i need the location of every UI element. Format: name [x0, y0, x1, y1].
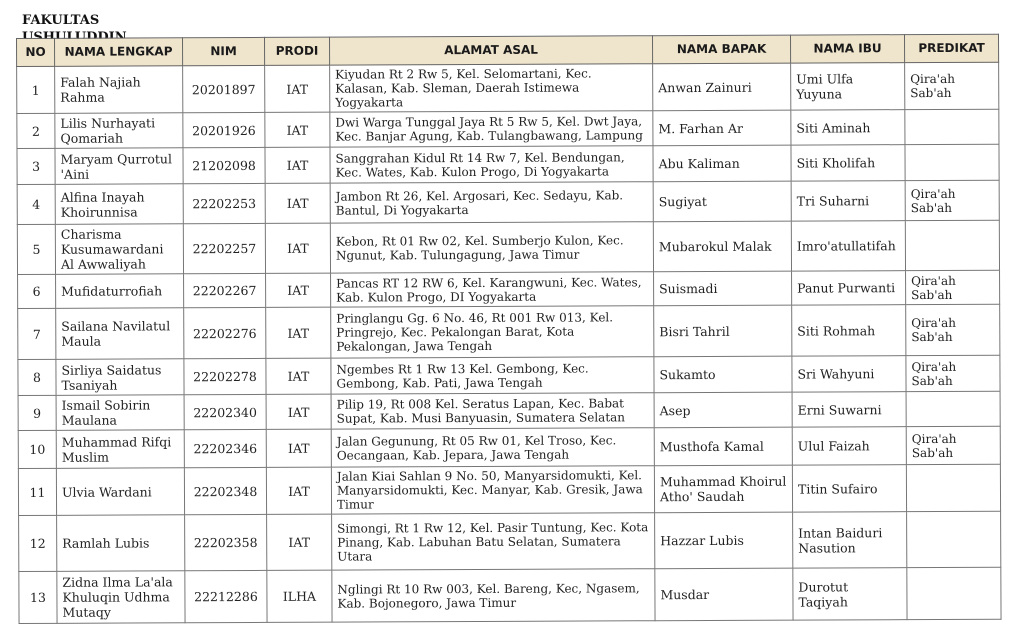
cell-predikat — [906, 391, 1000, 426]
table-row — [18, 464, 1000, 515]
column-header-predikat: PREDIKAT — [904, 34, 998, 62]
cell-nama-bapak: Bisri Tahril — [654, 305, 792, 357]
cell-nama-bapak: Anwan Zainuri — [653, 63, 791, 111]
cell-nama-lengkap: Falah Najiah Rahma — [55, 66, 183, 114]
cell-nama-bapak: M. Farhan Ar — [653, 110, 791, 146]
table-row — [19, 567, 1001, 623]
cell-nim: 20201897 — [183, 65, 265, 112]
cell-alamat-asal: Jalan Gegunung, Rt 05 Rw 01, Kel Troso, Kec. Oecangaan, Kab. Jepara, Jawa Tengah — [331, 428, 654, 467]
cell-nama-lengkap: Ismail Sobirin Maulana — [56, 395, 184, 431]
cell-alamat-asal: Ngembes Rt 1 Rw 13 Kel. Gembong, Kec. Gembong, Kab. Pati, Jawa Tengah — [331, 357, 654, 394]
cell-no: 8 — [18, 359, 56, 395]
cell-prodi: IAT — [267, 514, 332, 570]
cell-prodi: IAT — [265, 147, 330, 183]
cell-nama-bapak: Abu Kaliman — [653, 145, 791, 182]
cell-alamat-asal: Jalan Kiai Sahlan 9 No. 50, Manyarsidomukti, Kel. Manyarsidomukti, Kec. Manyar, Kab. Gresik, Jawa Timur — [331, 466, 654, 514]
cell-nim: 22202358 — [185, 514, 267, 570]
cell-nama-lengkap: Maryam Qurrotul 'Aini — [55, 148, 183, 185]
column-header-nama-bapak: NAMA BAPAK — [652, 35, 790, 64]
cell-nama-lengkap: Muhammad Rifqi Muslim — [56, 430, 184, 469]
column-header-nama-lengkap: NAMA LENGKAP — [55, 38, 183, 67]
cell-nama-ibu: Tri Suharni — [791, 181, 905, 221]
cell-nama-lengkap: Alfina Inayah Khoirunnisa — [55, 184, 183, 225]
cell-predikat — [906, 464, 1000, 511]
cell-nama-lengkap: Zidna Ilma La'ala Khuluqin Udhma Mutaqy — [57, 571, 185, 624]
cell-prodi: IAT — [265, 223, 330, 273]
cell-no: 11 — [18, 468, 56, 515]
cell-no: 12 — [19, 515, 57, 571]
cell-nama-bapak: Musdar — [655, 568, 793, 621]
table-row — [18, 391, 1000, 430]
cell-nama-bapak: Muhammad Khoirul Atho' Saudah — [654, 465, 792, 513]
cell-prodi: IAT — [265, 65, 330, 112]
cell-nim: 22202267 — [184, 273, 266, 307]
cell-no: 5 — [17, 224, 55, 274]
cell-prodi: IAT — [266, 307, 331, 358]
cell-alamat-asal: Jambon Rt 26, Kel. Argosari, Kec. Sedayu, Kab. Bantul, Di Yogyakarta — [330, 182, 653, 223]
cell-nim: 22212286 — [185, 570, 267, 622]
table-row — [18, 304, 1000, 359]
cell-alamat-asal: Dwi Warga Tunggal Jaya Rt 5 Rw 5, Kel. Dwt Jaya, Kec. Banjar Agung, Kab. Tulangbawang, Lampung — [330, 111, 653, 147]
cell-nama-bapak: Asep — [654, 392, 792, 428]
cell-predikat: Qira'ah Sab'ah — [905, 180, 999, 220]
cell-nama-ibu: Durotut Taqiyah — [793, 568, 907, 620]
cell-predikat: Qira'ah Sab'ah — [906, 304, 1000, 355]
cell-alamat-asal: Pilip 19, Rt 008 Kel. Seratus Lapan, Kec. Babat Supat, Kab. Musi Banyuasin, Sumatera Selatan — [331, 393, 654, 429]
table-row — [17, 220, 999, 274]
cell-alamat-asal: Simongi, Rt 1 Rw 12, Kel. Pasir Tuntung, Kec. Kota Pinang, Kab. Labuhan Batu Selatan, Sumatera Utara — [332, 513, 655, 570]
cell-alamat-asal: Sanggrahan Kidul Rt 14 Rw 7, Kel. Bendungan, Kec. Wates, Kab. Kulon Progo, Di Yogyakarta — [330, 146, 653, 183]
cell-predikat: Qira'ah Sab'ah — [905, 62, 999, 109]
column-header-no: NO — [17, 38, 55, 66]
column-header-alamat-asal: ALAMAT ASAL — [329, 36, 652, 65]
table-row — [17, 180, 999, 224]
cell-no: 10 — [18, 430, 56, 468]
cell-alamat-asal: Kebon, Rt 01 Rw 02, Kel. Sumberjo Kulon, Kec. Ngunut, Kab. Tulungagung, Jawa Timur — [330, 222, 653, 273]
cell-nama-lengkap: Mufidaturrofiah — [56, 274, 184, 309]
cell-nama-lengkap: Sailana Navilatul Maula — [56, 308, 184, 360]
cell-nama-bapak: Musthofa Kamal — [654, 427, 792, 466]
cell-nama-ibu: Sri Wahyuni — [792, 356, 906, 392]
cell-nim: 22202253 — [183, 183, 265, 223]
cell-nama-lengkap: Ulvia Wardani — [56, 468, 184, 516]
table-row — [17, 62, 999, 113]
cell-alamat-asal: Nglingi Rt 10 Rw 003, Kel. Bareng, Kec, Ngasem, Kab. Bojonegoro, Jawa Timur — [332, 569, 655, 622]
cell-nama-lengkap: Charisma Kusumawardani Al Awwaliyah — [55, 224, 183, 275]
cell-nim: 22202346 — [184, 429, 266, 467]
cell-nama-lengkap: Sirliya Saidatus Tsaniyah — [56, 359, 184, 396]
cell-nama-bapak: Hazzar Lubis — [655, 512, 793, 569]
table-row — [18, 355, 1000, 395]
cell-no: 3 — [17, 148, 55, 184]
cell-nama-ibu: Siti Rohmah — [792, 305, 906, 356]
table-header-row — [17, 34, 999, 66]
student-table — [16, 34, 1002, 624]
cell-predikat: Qira'ah Sab'ah — [906, 355, 1000, 391]
cell-nama-ibu: Intan Baiduri Nasution — [793, 512, 907, 568]
cell-prodi: IAT — [266, 273, 331, 307]
cell-predikat: Qira'ah Sab'ah — [906, 270, 1000, 304]
cell-predikat: Qira'ah Sab'ah — [906, 426, 1000, 464]
cell-nim: 22202257 — [183, 223, 265, 273]
table-row — [18, 270, 1000, 308]
faculty-heading-line1: FAKULTAS — [22, 13, 100, 28]
cell-prodi: IAT — [266, 467, 331, 514]
cell-nama-ibu: Erni Suwarni — [792, 392, 906, 427]
cell-nama-ibu: Titin Sufairo — [792, 465, 906, 512]
cell-predikat — [905, 220, 999, 270]
cell-alamat-asal: Pringlangu Gg. 6 No. 46, Rt 001 Rw 013, Kel. Pringrejo, Kec. Pekalongan Barat, Kota Pekalongan, Jawa Tengah — [331, 306, 654, 358]
cell-prodi: ILHA — [267, 570, 332, 622]
cell-nim: 22202278 — [184, 358, 266, 394]
cell-nama-ibu: Siti Kholifah — [791, 145, 905, 181]
cell-nim: 22202276 — [184, 307, 266, 358]
cell-prodi: IAT — [266, 429, 331, 467]
cell-no: 2 — [17, 113, 55, 148]
cell-prodi: IAT — [265, 112, 330, 147]
cell-nama-bapak: Sugiyat — [653, 181, 791, 222]
cell-nama-ibu: Imro'atullatifah — [791, 221, 905, 271]
table-row — [18, 426, 1000, 468]
cell-nim: 22202340 — [184, 394, 266, 429]
cell-alamat-asal: Pancas RT 12 RW 6, Kel. Karangwuni, Kec. Wates, Kab. Kulon Progo, DI Yogyakarta — [331, 272, 654, 307]
column-header-nim: NIM — [183, 37, 265, 65]
cell-nama-ibu: Siti Aminah — [791, 110, 905, 145]
table-row — [17, 109, 999, 148]
cell-nama-lengkap: Lilis Nurhayati Qomariah — [55, 113, 183, 149]
cell-nama-lengkap: Ramlah Lubis — [57, 515, 185, 572]
cell-prodi: IAT — [266, 394, 331, 429]
cell-prodi: IAT — [266, 358, 331, 394]
cell-predikat — [907, 567, 1001, 619]
cell-predikat — [905, 144, 999, 180]
cell-nama-bapak: Mubarokul Malak — [653, 221, 791, 272]
table-row — [19, 511, 1001, 571]
cell-no: 4 — [17, 184, 55, 224]
cell-prodi: IAT — [265, 183, 330, 223]
cell-nama-ibu: Ulul Faizah — [792, 427, 906, 465]
cell-nama-ibu: Panut Purwanti — [792, 271, 906, 305]
cell-predikat — [905, 109, 999, 144]
cell-alamat-asal: Kiyudan Rt 2 Rw 5, Kel. Selomartani, Kec. Kalasan, Kab. Sleman, Daerah Istimewa Yogyakarta — [330, 64, 653, 112]
cell-nama-ibu: Umi Ulfa Yuyuna — [791, 63, 905, 110]
cell-no: 9 — [18, 395, 56, 430]
table-row — [17, 144, 999, 184]
cell-nama-bapak: Sukamto — [654, 356, 792, 393]
cell-nim: 20201926 — [183, 112, 265, 147]
cell-no: 7 — [18, 308, 56, 359]
cell-nama-bapak: Suismadi — [654, 271, 792, 306]
column-header-nama-ibu: NAMA IBU — [790, 35, 904, 63]
column-header-prodi: PRODI — [264, 37, 329, 65]
cell-predikat — [907, 511, 1001, 567]
cell-no: 1 — [17, 66, 55, 113]
cell-no: 6 — [18, 274, 56, 308]
cell-nim: 22202348 — [184, 467, 266, 514]
cell-no: 13 — [19, 571, 57, 623]
cell-nim: 21202098 — [183, 147, 265, 183]
